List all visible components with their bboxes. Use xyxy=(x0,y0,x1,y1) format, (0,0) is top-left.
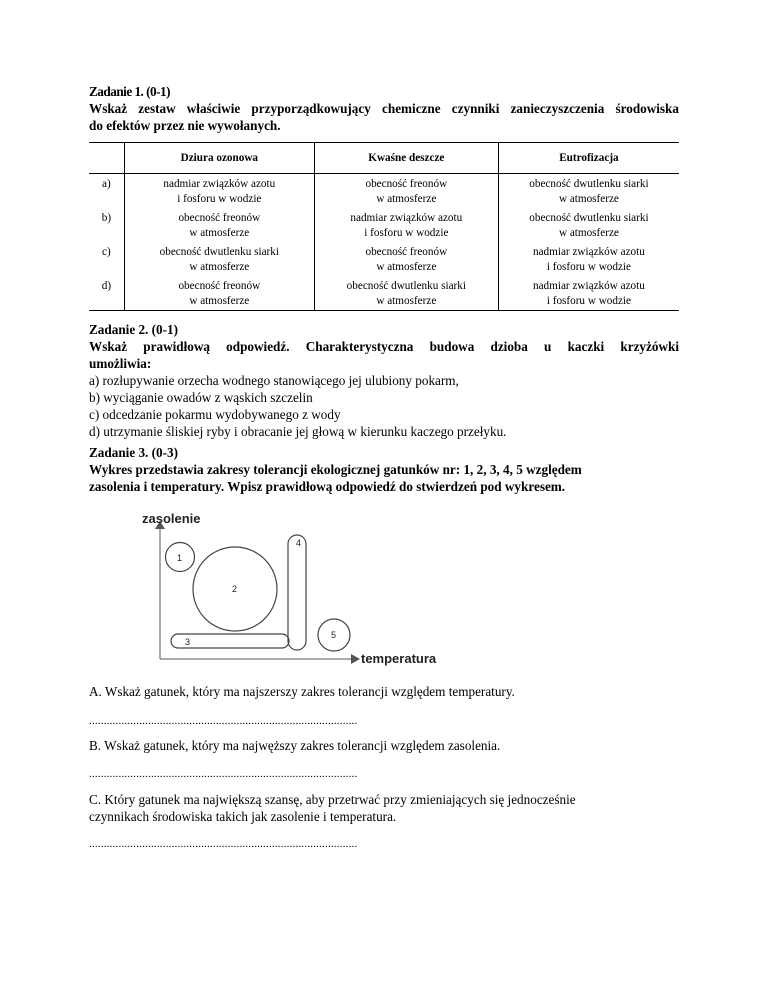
species-1-label: 1 xyxy=(177,553,183,563)
task1-prompt-line2: do efektów przez nie wywołanych. xyxy=(89,118,281,133)
table-header-cell: Kwaśne deszcze xyxy=(314,143,498,174)
table-cell: obecność dwutlenku siarki w atmosferze xyxy=(314,276,498,311)
table-cell: obecność dwutlenku siarki w atmosferze xyxy=(124,242,314,276)
option-label: a) xyxy=(89,174,124,209)
table-header-cell: Dziura ozonowa xyxy=(124,143,314,174)
table-cell: obecność freonów w atmosferze xyxy=(124,276,314,311)
table-cell: nadmiar związków azotu i fosforu w wodzie xyxy=(314,208,498,242)
answer-line-a[interactable]: ........................................................................................... xyxy=(89,715,358,727)
table-cell: obecność freonów w atmosferze xyxy=(314,174,498,209)
task3-prompt-line1: Wykres przedstawia zakresy tolerancji ekologicznej gatunków nr: 1, 2, 3, 4, 5 względem xyxy=(89,462,582,477)
question-b xyxy=(89,737,679,754)
question-c-text-line2: czynnikach środowiska takich jak zasolenie i temperatura. xyxy=(89,809,397,824)
task2-option-b: b) wyciąganie owadów z wąskich szczelin xyxy=(89,390,313,405)
task2-option-a: a) rozłupywanie orzecha wodnego stanowiącego jej ulubiony pokarm, xyxy=(89,373,459,388)
task2-title: Zadanie 2. (0-1) xyxy=(89,322,179,337)
x-axis-label: temperatura xyxy=(361,651,437,666)
task2-prompt-line2: umożliwia: xyxy=(89,356,152,371)
table-cell: obecność freonów w atmosferze xyxy=(124,208,314,242)
question-c xyxy=(89,791,679,825)
question-b-text: B. Wskaż gatunek, który ma najwęższy zakres tolerancji względem zasolenia. xyxy=(89,738,501,753)
table-cell: nadmiar związków azotu i fosforu w wodzie xyxy=(498,276,679,311)
species-4-range xyxy=(288,535,306,650)
task1-title: Zadanie 1. (0-1) xyxy=(89,84,171,99)
y-axis-label: zasolenie xyxy=(142,511,201,526)
answer-line-c[interactable]: ........................................................................................... xyxy=(89,838,358,850)
table-header-cell: Eutrofizacja xyxy=(498,143,679,174)
species-2-label: 2 xyxy=(232,584,238,594)
task2-option-d: d) utrzymanie śliskiej ryby i obracanie jej głową w kierunku kaczego przełyku. xyxy=(89,424,507,439)
question-a-text: A. Wskaż gatunek, który ma najszerszy zakres tolerancji względem temperatury. xyxy=(89,684,515,699)
x-axis-arrow xyxy=(351,654,360,664)
table-cell: nadmiar związków azotu i fosforu w wodzie xyxy=(124,174,314,209)
table-cell: obecność freonów w atmosferze xyxy=(314,242,498,276)
species-5-label: 5 xyxy=(331,630,337,640)
task3-title: Zadanie 3. (0-3) xyxy=(89,445,179,460)
table-cell: obecność dwutlenku siarki w atmosferze xyxy=(529,212,649,239)
option-label: b) xyxy=(89,208,124,242)
table-cell: obecność dwutlenku siarki w atmosferze xyxy=(529,178,649,205)
task3-prompt-line2: zasolenia i temperatury. Wpisz prawidłową odpowiedź do stwierdzeń pod wykresem. xyxy=(89,479,566,494)
species-4-label: 4 xyxy=(296,538,302,548)
answer-line-b[interactable]: ........................................................................................... xyxy=(89,768,358,780)
option-label: c) xyxy=(89,242,124,276)
question-c-text-line1: C. Który gatunek ma największą szansę, aby przetrwać przy zmieniających się jednocześnie xyxy=(89,792,576,807)
task2-prompt-line1: Wskaż prawidłową odpowiedź. Charakterystyczna budowa dzioba u kaczki krzyżówki xyxy=(89,339,679,354)
species-3-label: 3 xyxy=(185,637,191,647)
task2-option-c: c) odcedzanie pokarmu wydobywanego z wody xyxy=(89,407,341,422)
option-label: d) xyxy=(89,276,124,311)
question-a xyxy=(89,683,679,700)
task1-prompt-line1: Wskaż zestaw właściwie przyporządkowujący chemiczne czynniki zanieczyszczenia środowiska xyxy=(89,101,679,116)
table-cell: nadmiar związków azotu i fosforu w wodzie xyxy=(533,246,645,273)
